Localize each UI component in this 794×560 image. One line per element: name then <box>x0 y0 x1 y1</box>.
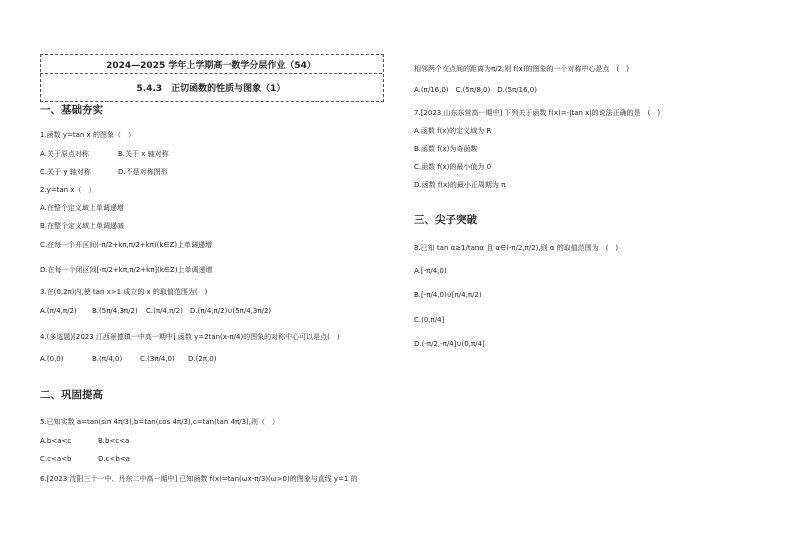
q2-option-a: A.在整个定义域上单调递增 <box>40 204 124 212</box>
q8-option-d: D.(-π/2,-π/4]∪(0,π/4] <box>414 340 485 348</box>
q7-option-b: B.函数 f(x)为奇函数 <box>414 145 478 153</box>
q4-stem: 4.(多选题)[2023 江西景德镇一中高一期中] 函数 y=2tan(x-π/4)的图象的对称中心可以是点( ) <box>40 333 340 341</box>
q5-stem: 5.已知实数 a=tan(sin 4π/3),b=tan(cos 4π/3),c=tan(tan 4π/3),则（ ） <box>40 418 279 426</box>
page-title: 2024—2025 学年上学期高一数学分层作业（54） <box>106 61 316 71</box>
q2-option-d: D.在每一个闭区间[-π/2+kπ,π/2+kπ](k∈Z)上单调递增 <box>40 266 213 274</box>
q8-option-a: A.[-π/4,0) <box>414 267 447 275</box>
q1-option-c: C.关于 y 轴对称 <box>40 168 91 176</box>
q3-option-d: D.(π/4,π/2)∪(5π/4,3π/2) <box>190 307 272 315</box>
q1-option-a: A.关于原点对称 <box>40 150 89 158</box>
q5-option-a: A.b<a<c <box>40 437 72 445</box>
q2-option-b: B.在整个定义域上单调递减 <box>40 222 125 230</box>
q8-option-c: C.(0,π/4] <box>414 316 445 324</box>
q5-option-b: B.b<c<a <box>98 437 130 445</box>
q2-stem: 2.y=tan x（ ） <box>40 186 96 194</box>
q7-option-a: A.函数 f(x)的定义域为 R <box>414 127 492 135</box>
q3-option-b: B.(5π/4,3π/2) <box>92 307 138 315</box>
q6-stem: 6.[2023 沈阳三十一中、丹东二中高一期中] 已知函数 f(x)=tan(ωx-π/3)(ω>0)的图象与直线 y=1 的 <box>40 475 358 483</box>
q8-option-b: B.[-π/4,0)∪[π/4,π/2) <box>414 291 482 299</box>
section-consolidate: 二、巩固提高 <box>40 389 103 401</box>
q4-option-a: A.(0,0) <box>40 355 64 363</box>
q1-option-b: B.关于 x 轴对称 <box>118 150 169 158</box>
q4-option-b: B.(π/4,0) <box>92 355 123 363</box>
q4-option-c: C.(3π/4,0) <box>140 355 175 363</box>
section-advanced: 三、尖子突破 <box>414 214 477 226</box>
q2-option-c: C.在每一个开区间(-π/2+kπ,π/2+kπ)(k∈Z)上单调递增 <box>40 241 213 249</box>
q1-stem: 1.函数 y=tan x 的图象（ ） <box>40 131 135 139</box>
page-subtitle: 5.4.3 正切函数的性质与图象（1） <box>136 84 286 94</box>
q7-option-d: D.函数 f(x)的最小正周期为 π <box>414 181 506 189</box>
q8-stem: 8.已知 tan α≥1/tanα 且 α∈(-π/2,π/2),则 α 的取值范围为 ( ) <box>414 244 619 252</box>
section-basic: 一、基础夯实 <box>40 104 103 116</box>
q1-option-d: D.不是对称图形 <box>118 168 168 176</box>
q5-option-c: C.c<a<b <box>40 455 72 463</box>
q3-option-c: C.(π/4,π/2) <box>146 307 183 315</box>
q3-stem: 3.在(0,2π)内,使 tan x>1 成立的 x 的取值范围为( ) <box>40 288 208 296</box>
q5-option-d: D.c<b<a <box>98 455 130 463</box>
header-divider <box>40 73 382 74</box>
q6-options: A.(π/16,0) C.(5π/8,0) D.(5π/16,0) <box>414 86 537 94</box>
q4-option-d: D.(2π,0) <box>188 355 217 363</box>
q7-option-c: C.函数 f(x)的最小值为 0 <box>414 163 492 171</box>
q3-option-a: A.(π/4,π/2) <box>40 307 77 315</box>
q6-continued: 相邻两个交点间的距离为π/2,则 f(x)的图象的一个对称中心是点 ( ) <box>414 65 630 73</box>
q7-stem: 7.[2023 山东东营高一期中] 下列关于函数 f(x)=-|tan x|的说法正确的是 ( ) <box>414 109 661 117</box>
